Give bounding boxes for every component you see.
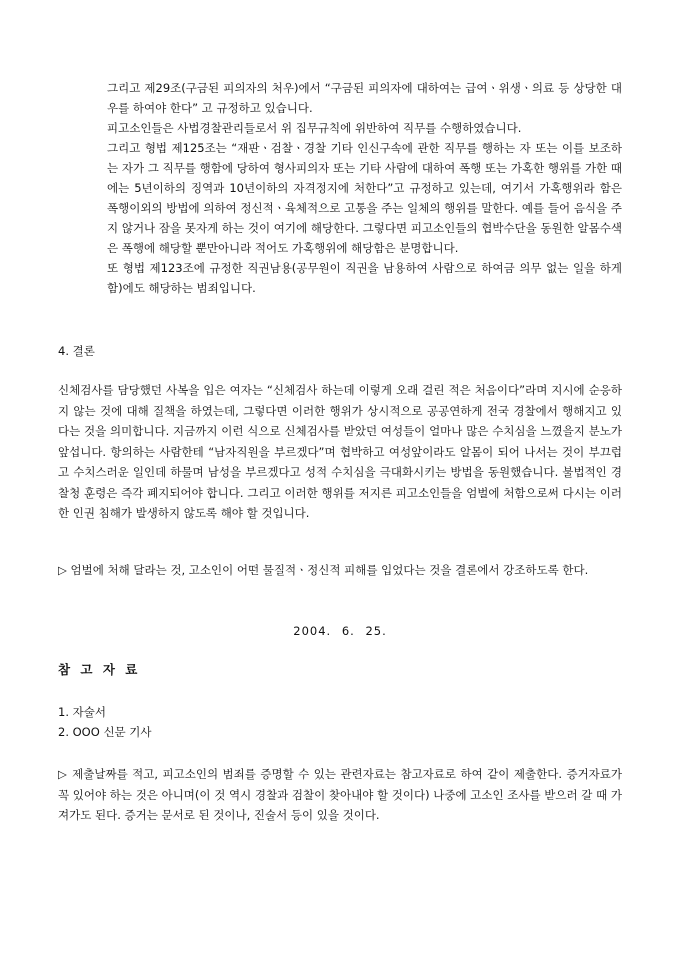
conclusion-paragraph: 신체검사를 담당했던 사복을 입은 여자는 “신체검사 하는데 이렇게 오래 걸린 적은 처음이다”라며 지시에 순응하지 않는 것에 대해 질책을 하였는데, 그렇다면 이러한 행위가 상시적으로 공공연하게 전국 경찰에서 행해지고 있다는 것을 의미합니다. 지금까지 이런 식으로 신체검사를 받았던 여성들이 얼마나 많은 수치심을 느꼈을지 분노가 앞섭니다. 항의하는 사람한테 “남자직원을 부르겠다”며 협박하고 여성앞이라도 알몸이 되어 나서는 것이 부끄럽고 수치스러운 일인데 하물며 남성을 부르겠다고 성적 수치심을 극대화시키는 방법을 동원했습니다. 불법적인 경찰청 훈령은 즉각 폐지되어야 합니다. 그리고 이러한 행위를 저지른 피고소인들을 엄벌에 처함으로써 다시는 이러한 인권 침해가 발생하지 않도록 해야 할 것입니다. xyxy=(58,383,622,520)
conclusion-note-text: ▷ 엄벌에 처해 달라는 것, 고소인이 어떤 물질적ㆍ정신적 피해를 입었다는 것을 결론에서 강조하도록 한다. xyxy=(58,563,589,577)
legal-basis-section xyxy=(107,78,622,298)
paragraph-violation: 피고소인들은 사법경찰관리들로서 위 집무규칙에 위반하여 직무를 수행하였습니다. xyxy=(107,121,522,135)
list-item: 1. 자술서 xyxy=(58,705,106,719)
references-note xyxy=(58,764,622,826)
paragraph-article-29: 그리고 제29조(구금된 피의자의 처우)에서 “구금된 피의자에 대하여는 급여ㆍ위생ㆍ의료 등 상당한 대우를 하여야 한다” 고 규정하고 있습니다. xyxy=(107,81,622,115)
paragraph-article-125: 그리고 형법 제125조는 “재판ㆍ검찰ㆍ경찰 기타 인신구속에 관한 직무를 행하는 자 또는 이를 보조하는 자가 그 직무를 행함에 당하여 형사피의자 또는 기타 사람에 대하여 폭행 또는 가혹한 행위를 가한 때에는 5년이하의 징역과 10년이하의 자격정지에 처한다”고 규정하고 있는데, 여기서 가혹행위라 함은 폭행이외의 방법에 의하여 정신적ㆍ육체적으로 고통을 주는 일체의 행위를 말한다. 예를 들어 음식을 주지 않거나 잠을 못자게 하는 것이 여기에 해당한다. 그렇다면 피고소인들의 협박수단을 동원한 알몸수색은 폭행에 해당할 뿐만아니라 적어도 가혹행위에 해당함은 분명합니다. xyxy=(107,141,622,255)
references-title: 참 고 자 료 xyxy=(58,662,141,677)
references-note-text: ▷ 제출날짜를 적고, 피고소인의 범죄를 증명할 수 있는 관련자료는 참고자료로 하여 같이 제출한다. 증거자료가 꼭 있어야 하는 것은 아니며(이 것 역시 경찰과 검찰이 찾아내야 할 것이다) 나중에 고소인 조사를 받으러 갈 때 가져가도 된다. 증거는 문서로 된 것이나, 진술서 등이 있을 것이다. xyxy=(58,767,622,822)
conclusion-body xyxy=(58,380,622,524)
paragraph-article-123: 또 형법 제123조에 규정한 직권남용(공무원이 직권을 남용하여 사람으로 하여금 의무 없는 일을 하게 함)에도 해당하는 범죄입니다. xyxy=(107,261,622,295)
document-date: 2004. 6. 25. xyxy=(293,624,387,638)
conclusion-note xyxy=(58,560,622,581)
references-list xyxy=(58,702,152,742)
list-item: 2. OOO 신문 기사 xyxy=(58,725,152,739)
conclusion-heading: 4. 결론 xyxy=(58,344,95,358)
